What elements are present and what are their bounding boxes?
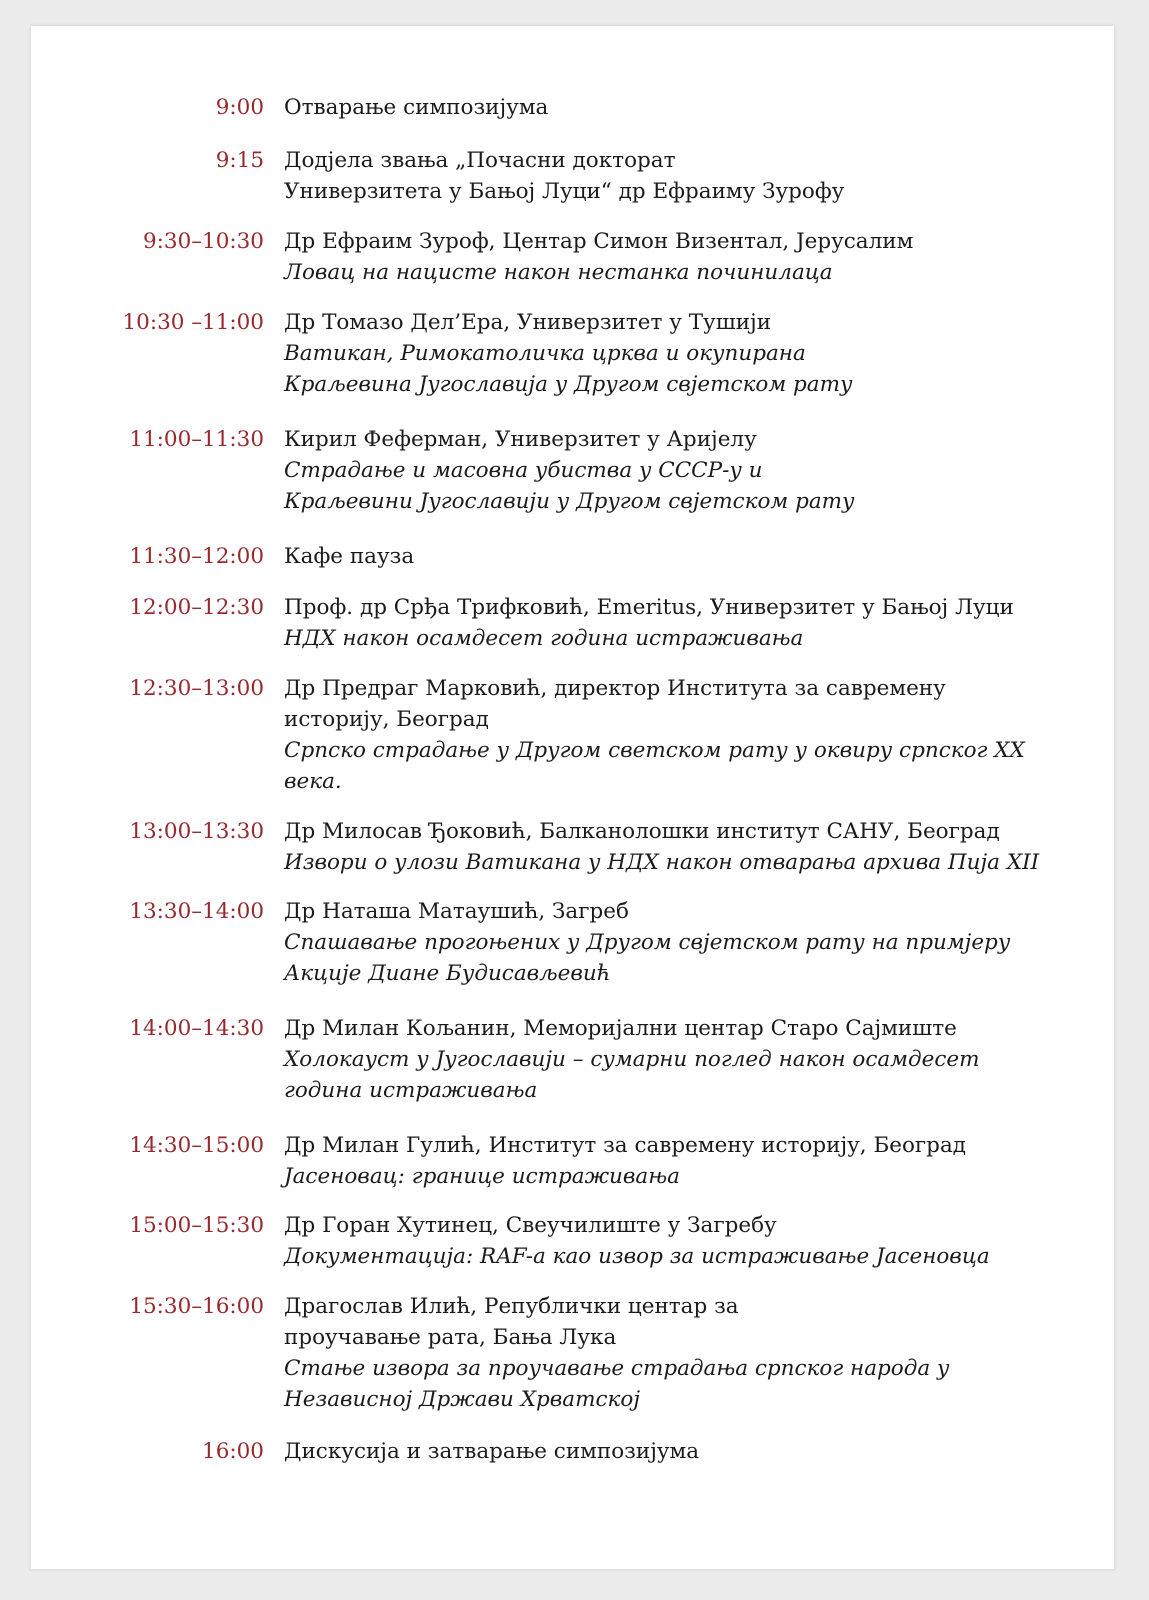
entry-time: 15:30–16:00: [129, 1294, 264, 1319]
talk-title-line: Холокауст у Југославији – сумарни поглед након осамдесет: [284, 1047, 980, 1072]
entry-time: 10:30 –11:00: [122, 310, 264, 335]
entry-time: 9:00: [215, 95, 264, 120]
entry-description: [284, 816, 1084, 878]
talk-title-line: Српско страдање у Другом светском рату у оквиру српског XX: [284, 738, 1025, 763]
talk-title-line: Спашавање прогоњених у Другом свјетском рату на примјеру: [284, 930, 1011, 955]
entry-description: [284, 1436, 1084, 1467]
entry-description: [284, 307, 1084, 400]
talk-title-line: Страдање и масовна убиства у СССР-у и: [284, 458, 763, 483]
talk-title-line: НДХ након осамдесет година истраживања: [284, 626, 804, 651]
entry-description: [284, 424, 1084, 517]
speaker-line: Додјела звања „Почасни докторат: [284, 148, 676, 173]
entry-description: [284, 673, 1084, 797]
talk-title-line: Независној Држави Хрватској: [284, 1387, 640, 1412]
entry-time: 13:00–13:30: [129, 819, 264, 844]
entry-time: 14:00–14:30: [129, 1016, 264, 1041]
entry-description: [284, 541, 1084, 572]
entry-description: [284, 1013, 1084, 1106]
speaker-line: Универзитета у Бањој Луци“ др Ефраиму Зурофу: [284, 179, 845, 204]
entry-description: [284, 145, 1084, 207]
talk-title-line: Краљевина Југославија у Другом свјетском рату: [284, 372, 853, 397]
talk-title-line: Ловац на нацисте након нестанка починилаца: [284, 260, 833, 285]
entry-time: 12:30–13:00: [129, 676, 264, 701]
talk-title-line: Јасеновац: границе истраживања: [284, 1164, 680, 1189]
speaker-line: Др Горан Хутинец, Свеучилиште у Загребу: [284, 1213, 777, 1238]
speaker-line: Др Милан Гулић, Институт за савремену историју, Београд: [284, 1133, 966, 1158]
speaker-line: Отварање симпозијума: [284, 95, 549, 120]
entry-time: 9:15: [215, 148, 264, 173]
entry-time: 12:00–12:30: [129, 595, 264, 620]
talk-title-line: Ватикан, Римокатоличка црква и окупирана: [284, 341, 806, 366]
talk-title-line: Документација: RAF-а као извор за истраживање Јасеновца: [284, 1244, 990, 1269]
entry-description: [284, 1210, 1084, 1272]
entry-description: [284, 592, 1084, 654]
entry-time: 14:30–15:00: [129, 1133, 264, 1158]
speaker-line: Др Томазо Дел’Ера, Универзитет у Тушији: [284, 310, 772, 335]
speaker-line: Драгослав Илић, Републички центар за: [284, 1294, 739, 1319]
speaker-line: Кафе пауза: [284, 544, 415, 569]
speaker-line: Кирил Феферман, Универзитет у Аријелу: [284, 427, 757, 452]
entry-time: 11:00–11:30: [129, 427, 264, 452]
speaker-line: Др Предраг Марковић, директор Института за савремену: [284, 676, 946, 701]
talk-title-line: Краљевини Југославији у Другом свјетском рату: [284, 489, 855, 514]
speaker-line: Др Наташа Матаушић, Загреб: [284, 899, 629, 924]
speaker-line: Проф. др Срђа Трифковић, Emeritus, Универзитет у Бањој Луци: [284, 595, 1014, 620]
entry-description: [284, 92, 1084, 123]
talk-title-line: година истраживања: [284, 1078, 538, 1103]
talk-title-line: Стање извора за проучавање страдања српског народа у: [284, 1356, 950, 1381]
speaker-line: Др Милан Кољанин, Меморијални центар Старо Сајмиште: [284, 1016, 957, 1041]
program-page: [31, 26, 1114, 1569]
speaker-line: Др Ефраим Зуроф, Центар Симон Визентал, Јерусалим: [284, 229, 914, 254]
entry-time: 16:00: [202, 1439, 264, 1464]
speaker-line: проучавање рата, Бања Лука: [284, 1325, 617, 1350]
entry-time: 13:30–14:00: [129, 899, 264, 924]
talk-title-line: Акције Диане Будисављевић: [284, 961, 611, 986]
talk-title-line: века.: [284, 769, 342, 794]
entry-time: 11:30–12:00: [129, 544, 264, 569]
speaker-line: Дискусија и затварање симпозијума: [284, 1439, 700, 1464]
entry-description: [284, 1130, 1084, 1192]
entry-description: [284, 1291, 1084, 1415]
entry-description: [284, 226, 1084, 288]
speaker-line: историју, Београд: [284, 707, 489, 732]
entry-time: 15:00–15:30: [129, 1213, 264, 1238]
speaker-line: Др Милосав Ђоковић, Балканолошки институт САНУ, Београд: [284, 819, 1000, 844]
entry-description: [284, 896, 1084, 989]
talk-title-line: Извори о улози Ватикана у НДХ након отварања архива Пија XII: [284, 850, 1040, 875]
entry-time: 9:30–10:30: [143, 229, 264, 254]
